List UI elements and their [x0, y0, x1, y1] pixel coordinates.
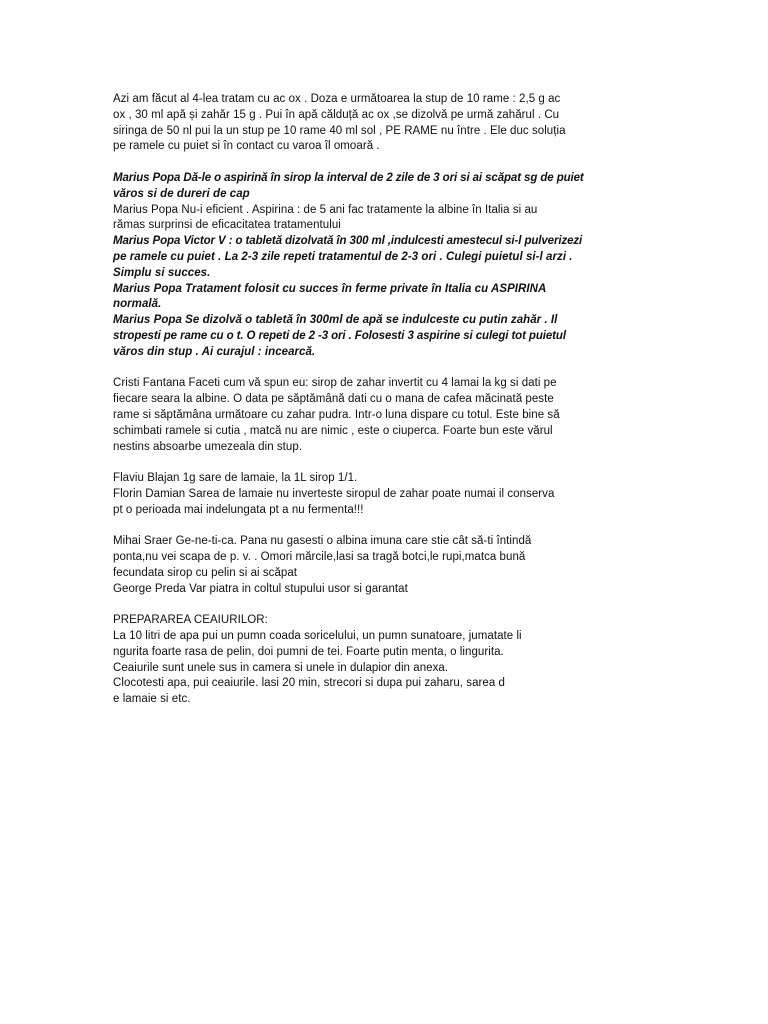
text-line: schimbati ramele si cutia , matcă nu are nimic , este o ciuperca. Foarte bun este vărul — [113, 424, 553, 437]
section-heading: PREPARAREA CEAIURILOR: — [113, 614, 268, 627]
text-line: rămas surprinsi de eficacitatea tratamentului — [113, 219, 341, 232]
text-line: ngurita foarte rasa de pelin, doi pumni de tei. Foarte putin menta, o lingurita. — [113, 645, 504, 658]
text-line: e lamaie si etc. — [113, 693, 191, 706]
text-line: văros din stup . Ai curajul : incearcă. — [113, 345, 316, 358]
document-content — [113, 92, 658, 724]
text-line: ponta,nu vei scapa de p. v. . Omori mărcile,lasi sa tragă botci,le rupi,matca bună — [113, 551, 526, 564]
text-line: Clocotesti apa, pui ceaiurile. lasi 20 min, strecori si dupa pui zaharu, sarea d — [113, 677, 506, 690]
text-line: George Preda Var piatra in coltul stupului usor si garantat — [113, 582, 408, 595]
text-line: La 10 litri de apa pui un pumn coada soricelului, un pumn sunatoare, jumatate li — [113, 630, 522, 643]
text-line: nestins absoarbe umezeala din stup. — [113, 440, 303, 453]
text-line: Ceaiurile sunt unele sus in camera si unele in dulapior din anexa. — [113, 661, 449, 674]
paragraph-cristi-fantana — [113, 376, 658, 455]
text-line: Flaviu Blajan 1g sare de lamaie, la 1L sirop 1/1. — [113, 472, 358, 485]
paragraph-tea-preparation — [113, 613, 658, 708]
text-line: Simplu si succes. — [113, 266, 211, 279]
text-line: pe ramele cu puiet si în contact cu varoa îl omoară . — [113, 140, 380, 153]
text-line: normală. — [113, 298, 162, 311]
text-line: fiecare seara la albine. O data pe săptămână dati cu o mana de cafea măcinată peste — [113, 393, 554, 406]
text-line: stropesti pe rame cu o t. O repeti de 2 -3 ori . Folosesti 3 aspirine si culegi tot puietul — [113, 329, 566, 342]
text-line: pt o perioada mai indelungata pt a nu fermenta!!! — [113, 503, 364, 516]
paragraph-lemon-salt — [113, 471, 658, 518]
text-line: fecundata sirop cu pelin si ai scăpat — [113, 566, 298, 579]
paragraph-genetics — [113, 534, 658, 597]
text-line: văros si de dureri de cap — [113, 187, 250, 200]
text-line: Marius Popa Victor V : o tabletă dizolvată în 300 ml ,indulcesti amestecul si-l pulverizezi — [113, 235, 583, 248]
text-line: Marius Popa Dă-le o aspirină în sirop la interval de 2 zile de 3 ori si ai scăpat sg de puiet — [113, 171, 584, 184]
text-line: Florin Damian Sarea de lamaie nu inverteste siropul de zahar poate numai il conserva — [113, 487, 555, 500]
text-line: Marius Popa Tratament folosit cu succes în ferme private în Italia cu ASPIRINA — [113, 282, 547, 295]
text-line: rame si săptămâna următoare cu zahar pudra. Intr-o luna dispare cu totul. Este bine să — [113, 408, 560, 421]
text-line: pe ramele cu puiet . La 2-3 zile repeti tratamentul de 2-3 ori . Culegi puietul si-l arzi . — [113, 250, 573, 263]
text-line: ox , 30 ml apă și zahăr 15 g . Pui în apă călduță ac ox ,se dizolvă pe urmă zahărul . Cu — [113, 108, 560, 121]
text-line: siringa de 50 nl pui la un stup pe 10 rame 40 ml sol , PE RAME nu între . Ele duc soluția — [113, 124, 566, 137]
text-line: Marius Popa Se dizolvă o tabletă în 300ml de apă se indulceste cu putin zahăr . Il — [113, 314, 558, 327]
paragraph-marius-popa-comments — [113, 171, 658, 361]
paragraph-treatment-oxalic — [113, 92, 658, 155]
text-line: Cristi Fantana Faceti cum vă spun eu: sirop de zahar invertit cu 4 lamai la kg si dati pe — [113, 377, 557, 390]
text-line: Marius Popa Nu-i eficient . Aspirina : de 5 ani fac tratamente la albine în Italia si au — [113, 203, 538, 216]
text-line: Mihai Sraer Ge-ne-ti-ca. Pana nu gasesti o albina imuna care stie cât să-ti întindă — [113, 535, 532, 548]
text-line: Azi am făcut al 4-lea tratam cu ac ox . Doza e următoarea la stup de 10 rame : 2,5 g ac — [113, 93, 561, 105]
